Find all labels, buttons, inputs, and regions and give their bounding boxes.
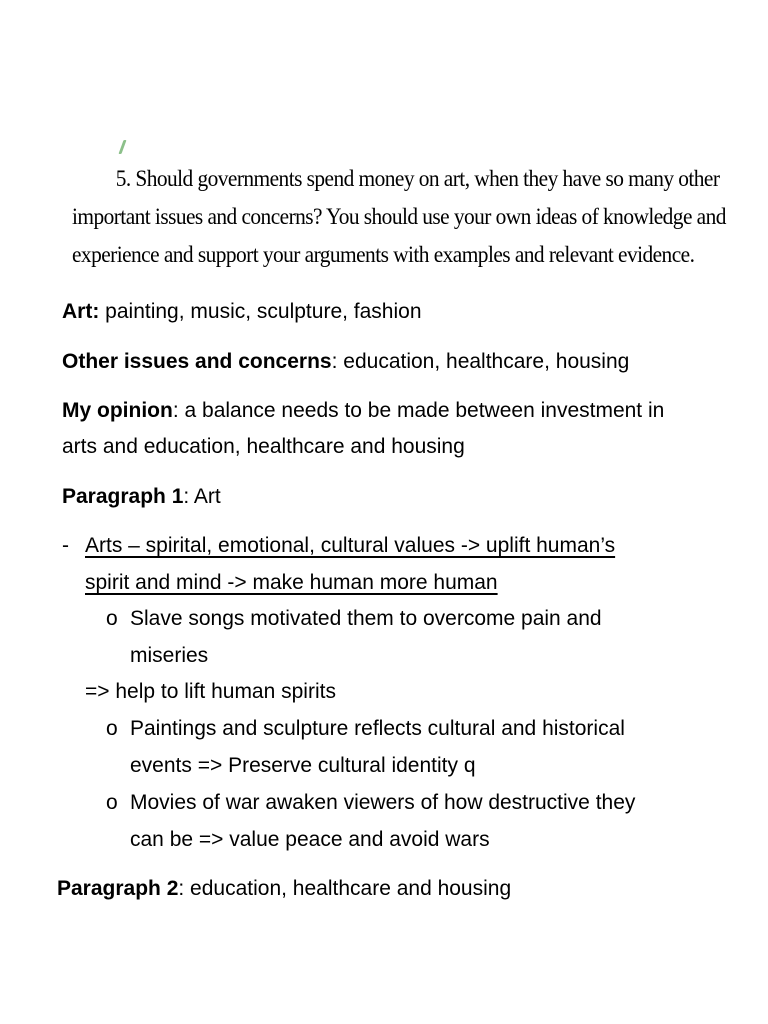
bullet-2-line-2: events => Preserve cultural identity q — [130, 754, 476, 777]
paragraph-2-text: : education, healthcare and housing — [178, 877, 512, 900]
bullet-2-line-1: Paintings and sculpture reflects cultural and historical — [130, 717, 625, 740]
other-issues-text: : education, healthcare, housing — [331, 350, 630, 373]
arrow-line: => help to lift human spirits — [85, 680, 336, 703]
bullet-1-line-2: miseries — [130, 644, 209, 667]
paragraph-1-label: Paragraph 1 — [62, 485, 184, 508]
prompt-line-1: 5. Should governments spend money on art, when they have so many other — [115, 166, 720, 191]
paragraph-1-text: : Art — [183, 485, 221, 508]
bullet-1-line-1: Slave songs motivated them to overcome pain and — [130, 607, 602, 630]
essay-prompt — [72, 160, 726, 274]
bullet-marker-2: o — [106, 717, 118, 740]
other-issues-line — [62, 347, 629, 377]
green-tick-mark — [118, 140, 126, 154]
main-point-line-1: Arts – spirital, emotional, cultural values -> uplift human’s — [85, 534, 616, 557]
other-issues-label: Other issues and concerns — [62, 350, 332, 373]
opinion-line-1 — [62, 396, 664, 426]
art-label: Art: — [62, 300, 100, 323]
paragraph-2-heading — [57, 874, 511, 904]
prompt-line-2: important issues and concerns? You should use your own ideas of knowledge and — [72, 204, 726, 229]
bullet-3-line-1: Movies of war awaken viewers of how destructive they — [130, 791, 636, 814]
art-text: painting, music, sculpture, fashion — [105, 300, 422, 323]
opinion-line-2: arts and education, healthcare and housing — [62, 435, 465, 458]
main-point-line-2: spirit and mind -> make human more human — [85, 571, 498, 594]
art-line — [62, 297, 422, 327]
paragraph-1-heading — [62, 482, 221, 512]
bullet-3-line-2: can be => value peace and avoid wars — [130, 828, 490, 851]
dash-marker: - — [62, 534, 69, 557]
opinion-label: My opinion — [62, 399, 173, 422]
bullet-marker-3: o — [106, 791, 118, 814]
opinion-text-1: : a balance needs to be made between investment in — [172, 399, 665, 422]
paragraph-2-label: Paragraph 2 — [57, 877, 179, 900]
prompt-line-3: experience and support your arguments with examples and relevant evidence. — [72, 242, 695, 267]
bullet-marker-1: o — [106, 607, 118, 630]
